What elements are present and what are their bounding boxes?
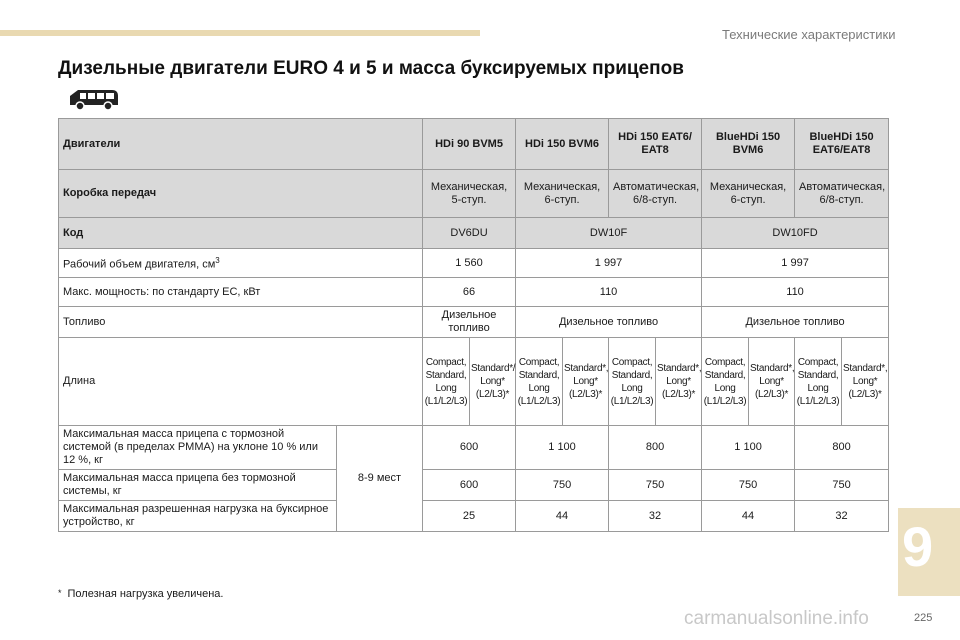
gearbox-cell: Механическая, 5-ступ. [423,170,516,218]
table-row [59,170,889,218]
engine-col: HDi 150 EAT6/ EAT8 [609,119,702,170]
fuel-cell: Дизельное топливо [423,307,516,338]
length-cell: Compact, Standard, Long (L1/L2/L3) [423,338,470,426]
footnote-mark: * [58,588,62,598]
section-title: Технические характеристики [722,27,896,42]
row-label: Максимальная разрешенная нагрузка на буксирное устройство, кг [59,501,337,532]
row-label: Топливо [59,307,423,338]
row-label: Длина [59,338,423,426]
header-accent-bar [0,30,480,36]
fuel-cell: Дизельное топливо [516,307,702,338]
displacement-cell: 1 997 [702,249,889,278]
power-cell: 110 [702,278,889,307]
footnote-text: Полезная нагрузка увеличена. [67,588,224,600]
row-label: Максимальная масса прицепа с тормозной системой (в пределах PMMA) на уклоне 10 % или 12 %, кг [59,426,337,470]
row-label: Двигатели [59,119,423,170]
table-row [59,119,889,170]
towbar-cell: 44 [516,501,609,532]
length-cell: Standard*, Long* (L2/L3)* [749,338,795,426]
table-row [59,426,889,470]
page-number: 225 [914,612,933,624]
code-cell: DW10FD [702,218,889,249]
specs-table [58,118,889,532]
mass-cell: 800 [795,426,889,470]
table-row [59,249,889,278]
row-label: Коробка передач [59,170,423,218]
mass-cell: 1 100 [702,426,795,470]
mass-cell: 800 [609,426,702,470]
length-cell: Compact, Standard, Long (L1/L2/L3) [609,338,656,426]
length-cell: Standard*/ Long* (L2/L3)* [470,338,516,426]
gearbox-cell: Автоматическая, 6/8-ступ. [795,170,889,218]
length-cell: Compact, Standard, Long (L1/L2/L3) [702,338,749,426]
van-icon [66,86,122,112]
table-row [59,338,889,426]
row-label: Макс. мощность: по стандарту ЕС, кВт [59,278,423,307]
row-label: Код [59,218,423,249]
watermark: carmanualsonline.info [684,608,869,629]
unit-superscript: 3 [215,256,220,266]
displacement-cell: 1 560 [423,249,516,278]
mass-cell: 750 [702,470,795,501]
mass-cell: 600 [423,426,516,470]
engine-col: HDi 90 BVM5 [423,119,516,170]
power-cell: 110 [516,278,702,307]
engine-col: BlueHDi 150 BVM6 [702,119,795,170]
length-cell: Compact, Standard, Long (L1/L2/L3) [516,338,563,426]
towbar-cell: 25 [423,501,516,532]
mass-cell: 750 [609,470,702,501]
gearbox-cell: Механическая, 6-ступ. [702,170,795,218]
displacement-label: Рабочий объем двигателя, см [63,258,216,271]
table-row [59,307,889,338]
gearbox-cell: Автоматическая, 6/8-ступ. [609,170,702,218]
fuel-cell: Дизельное топливо [702,307,889,338]
chapter-number: 9 [902,515,934,578]
code-cell: DW10F [516,218,702,249]
mass-cell: 750 [795,470,889,501]
length-cell: Standard*, Long* (L2/L3)* [656,338,702,426]
towbar-cell: 44 [702,501,795,532]
code-cell: DV6DU [423,218,516,249]
power-cell: 66 [423,278,516,307]
table-row [59,218,889,249]
engine-col: BlueHDi 150 EAT6/EAT8 [795,119,889,170]
length-cell: Compact, Standard, Long (L1/L2/L3) [795,338,842,426]
mass-cell: 600 [423,470,516,501]
towbar-cell: 32 [609,501,702,532]
engine-col: HDi 150 BVM6 [516,119,609,170]
mass-cell: 750 [516,470,609,501]
table-row [59,501,889,532]
towbar-cell: 32 [795,501,889,532]
table-row [59,278,889,307]
length-cell: Standard*, Long* (L2/L3)* [563,338,609,426]
length-cell: Standard*, Long* (L2/L3)* [842,338,889,426]
displacement-cell: 1 997 [516,249,702,278]
table-row [59,470,889,501]
gearbox-cell: Механическая, 6-ступ. [516,170,609,218]
row-label: Максимальная масса прицепа без тормозной системы, кг [59,470,337,501]
row-label [59,249,423,278]
page-title: Дизельные двигатели EURO 4 и 5 и масса буксируемых прицепов [58,58,684,79]
footnote [58,588,223,600]
seats-cell: 8-9 мест [337,426,423,532]
mass-cell: 1 100 [516,426,609,470]
